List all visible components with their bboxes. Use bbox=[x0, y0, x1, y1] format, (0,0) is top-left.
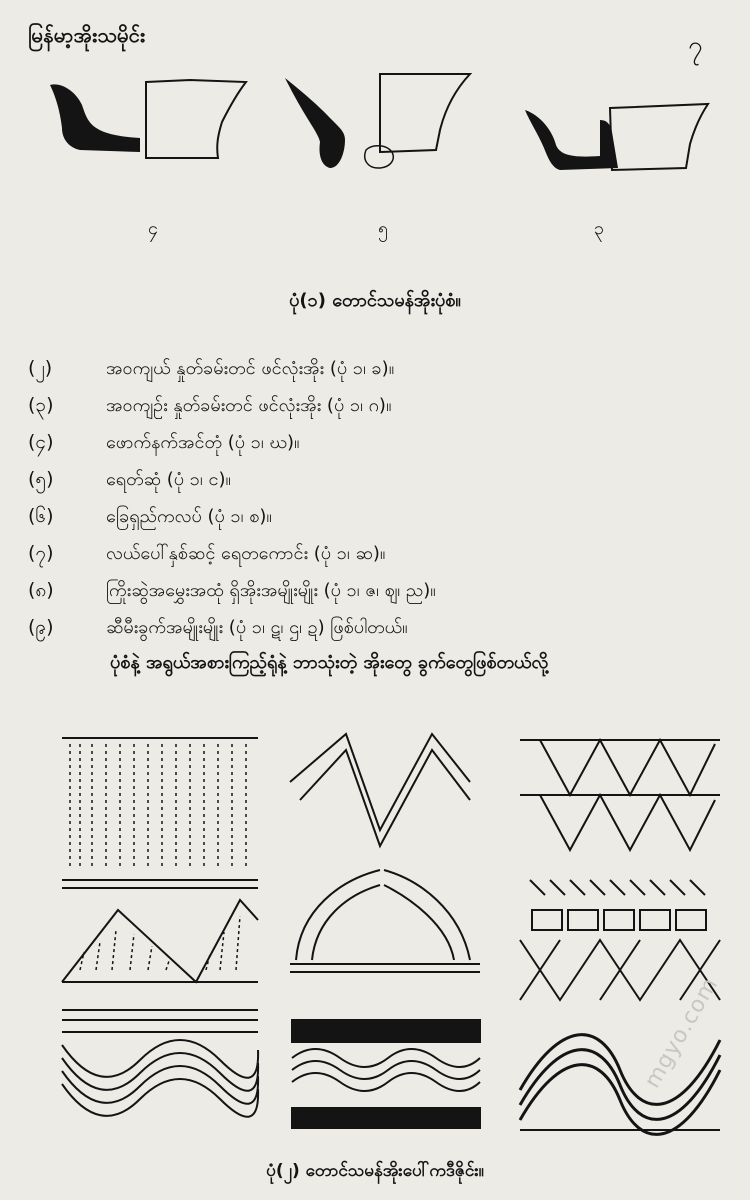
list-item-number: (၉) bbox=[28, 616, 54, 638]
list-item bbox=[28, 537, 728, 574]
list-item-text: ရေတ်ဆုံ (ပုံ ၁၊ င)။ bbox=[106, 469, 231, 490]
list-item-text: ဆီမီးခွက်အမျိုးမျိုး (ပုံ ၁၊ ဋ၊ ဌ၊ ဍ) ဖြစ်ပါတယ်။ bbox=[106, 617, 408, 638]
pottery-profile-4 bbox=[50, 80, 246, 158]
page-number: ၇ bbox=[688, 31, 703, 61]
list-item-number: (၆) bbox=[28, 505, 54, 527]
list-item-number: (၅) bbox=[28, 468, 54, 490]
list-item-number: (၄) bbox=[28, 431, 54, 453]
figure1-label-4: ၄ bbox=[148, 218, 159, 239]
list-item-text: လယ်ပေါ်နှစ်ဆင့် ရေတကောင်း (ပုံ ၁၊ ဆ)။ bbox=[106, 543, 386, 564]
list-item-number: (၈) bbox=[28, 579, 54, 601]
figure1-caption: ပုံ(၁) တောင်သမန်အိုးပုံစံ။ bbox=[289, 290, 461, 311]
list-item bbox=[28, 426, 728, 463]
list-item bbox=[28, 574, 728, 611]
pottery-profile-figure bbox=[0, 60, 750, 260]
list-item-text: ကြိုးဆွဲအမွှေးအထုံ ရှိအိုးအမျိုးမျိုး (ပုံ ၁၊ ဇ၊ ဈ၊ ည)။ bbox=[106, 580, 436, 601]
figure1-label-3: ၃ bbox=[594, 218, 605, 239]
pattern-banded-waves bbox=[292, 1020, 480, 1128]
pattern-vertical-hatch bbox=[62, 738, 258, 880]
list-item bbox=[28, 611, 728, 648]
pattern-waves bbox=[62, 1040, 258, 1117]
pottery-type-list bbox=[28, 352, 728, 648]
pattern-arches bbox=[290, 870, 480, 972]
figure1-label-5: ၅ bbox=[378, 218, 389, 239]
figure2-caption: ပုံ(၂) တောင်သမန်အိုးပေါ်ကဒီဇိုင်း။ bbox=[266, 1161, 484, 1181]
pattern-triangles bbox=[520, 740, 720, 850]
list-item-number: (၂) bbox=[28, 357, 53, 379]
pattern-sine-waves bbox=[520, 1035, 720, 1135]
list-item bbox=[28, 389, 728, 426]
pottery-design-patterns-figure bbox=[0, 720, 750, 1160]
running-header-title: မြန်မာ့အိုးသမိုင်း bbox=[28, 23, 146, 47]
body-paragraph-line: ပုံစံနဲ့ အရွယ်အစားကြည့်ရုံနဲ့ ဘာသုံးတဲ့ အိုးတွေ ခွက်တွေဖြစ်တယ်လို့ bbox=[110, 652, 549, 673]
pattern-dashed-peaks bbox=[62, 888, 258, 1032]
pottery-profile-3 bbox=[525, 104, 708, 170]
list-item-text: အဝကျဉ်း နှုတ်ခမ်းတင် ဖင်လုံးအိုး (ပုံ ၁၊ ဂ)။ bbox=[106, 395, 392, 416]
list-item bbox=[28, 352, 728, 389]
site-watermark: mgyo.com bbox=[640, 973, 724, 1093]
pattern-bricks-lattice bbox=[520, 880, 720, 1000]
list-item-number: (၇) bbox=[28, 542, 54, 564]
list-item bbox=[28, 463, 728, 500]
pottery-profile-5 bbox=[285, 74, 470, 168]
list-item-number: (၃) bbox=[28, 394, 54, 416]
list-item-text: အဝကျယ် နှုတ်ခမ်းတင် ဖင်လုံးအိုး (ပုံ ၁၊ ခ)။ bbox=[106, 358, 395, 379]
list-item-text: ဖောက်နက်အင်တုံ (ပုံ ၁၊ ဃ)။ bbox=[106, 432, 300, 453]
pattern-zigzag bbox=[290, 734, 470, 846]
list-item-text: ခြေရှည်ကလပ် (ပုံ ၁၊ စ)။ bbox=[106, 506, 272, 527]
list-item bbox=[28, 500, 728, 537]
